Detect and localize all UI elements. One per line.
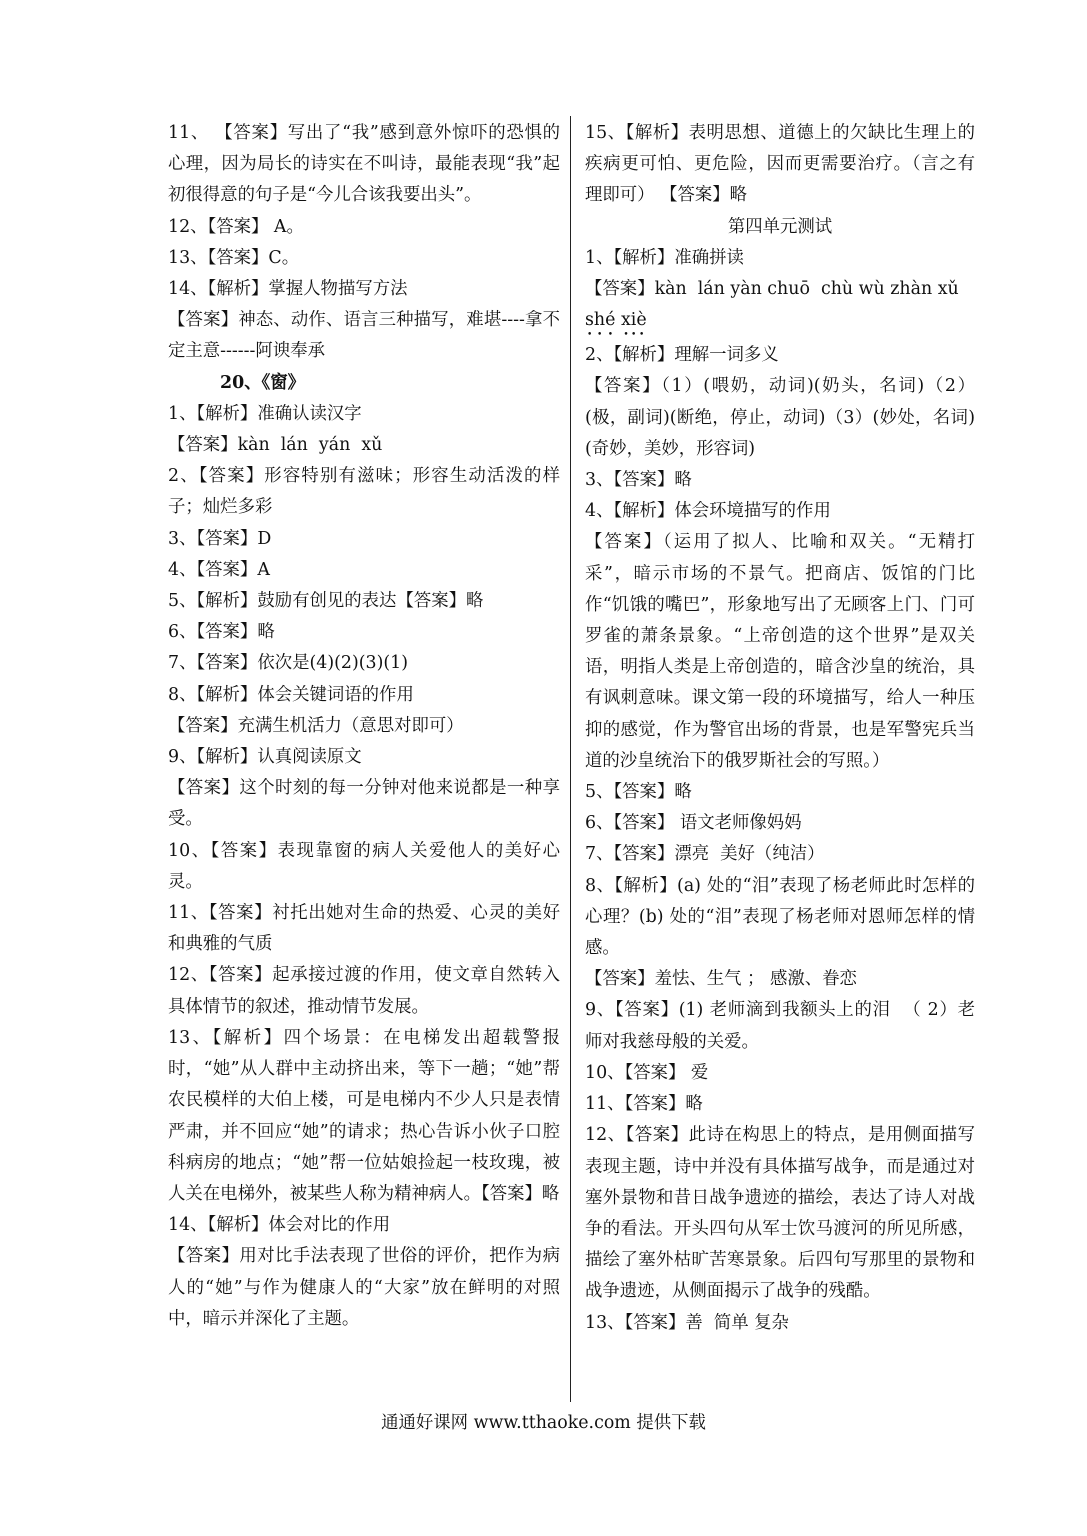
answer-line: 2、【答案】形容特别有滋味；形容生动活泼的样子；灿烂多彩 bbox=[168, 466, 560, 518]
answer-line: 6、【答案】 语文老师像妈妈 bbox=[585, 813, 802, 834]
answer-line: 【答案】神态、动作、语言三种描写，难堪----拿不定主意------阿谀奉承 bbox=[168, 310, 560, 362]
answer-line: 15、【解析】表明思想、道德上的欠缺比生理上的疾病更可怕、更危险，因而更需要治疗。（言之有理即可） 【答案】略 bbox=[585, 123, 975, 206]
answer-line: 13、【解析】四个场景：在电梯发出超载警报时，“她”从人群中主动挤出来，等下一趟；“她”帮农民模样的大伯上楼，可是电梯内不少人只是表情严肃，并不回应“她”的请求；热心告诉小伙子口腔科病房的地点；“她”帮一位姑娘捡起一枝玫瑰，被人关在电梯外，被某些人称为精神病人。【答案】略 bbox=[168, 1027, 560, 1204]
answer-line: 【答案】充满生机活力（意思对即可） bbox=[168, 715, 464, 736]
answer-line: 【答案】（运用了拟人、比喻和双关。“无精打采”，暗示市场的不景气。把商店、饭馆的门比作“饥饿的嘴巴”，形象地写出了无顾客上门、门可罗雀的萧条景象。“上帝创造的这个世界”是双关语，明指人类是上帝创造的，暗含沙皇的统治，具有讽刺意味。课文第一段的环境描写，给人一种压抑的感觉，作为警官出场的背景，也是军警宪兵当道的沙皇统治下的俄罗斯社会的写照。） bbox=[585, 532, 975, 771]
answer-line: 13、【答案】C。 bbox=[168, 247, 300, 268]
page-footer: 通通好课网 www.tthaoke.com 提供下载 bbox=[381, 1413, 706, 1433]
answer-line: 【答案】kàn lán yán xǔ bbox=[168, 435, 383, 456]
right-column bbox=[585, 118, 975, 1339]
answer-line: 13、【答案】善 简单 复杂 bbox=[585, 1312, 789, 1333]
answer-line: 12、【答案】此诗在构思上的特点，是用侧面描写表现主题，诗中并没有具体描写战争，而是通过对塞外景物和昔日战争遗迹的描绘，表达了诗人对战争的看法。开头四句从军士饮马渡河的所见所感，描绘了塞外枯旷苦寒景象。后四句写那里的景物和战争遗迹，从侧面揭示了战争的残酷。 bbox=[585, 1125, 975, 1302]
answer-line: 10、【答案】表现靠窗的病人关爱他人的美好心灵。 bbox=[168, 840, 560, 892]
answer-line: 12、【答案】起承接过渡的作用，使文章自然转入具体情节的叙述，推动情节发展。 bbox=[168, 965, 560, 1017]
answer-line: 1、【解析】准确拼读 bbox=[585, 247, 744, 268]
answer-line: 14、【解析】掌握人物描写方法 bbox=[168, 279, 408, 300]
answer-line: 3、【答案】D bbox=[168, 528, 272, 549]
pinyin-line bbox=[585, 305, 975, 340]
answer-line: 12、【答案】 A。 bbox=[168, 216, 304, 237]
answer-line: 11、 【答案】写出了“我”感到意外惊吓的恐惧的心理，因为局长的诗实在不叫诗，最能表现“我”起初很得意的句子是“今儿合该我要出头”。 bbox=[168, 123, 560, 206]
column-divider bbox=[570, 116, 571, 1402]
answer-line: 11、【答案】略 bbox=[585, 1094, 703, 1115]
answer-line: 11、【答案】衬托出她对生命的热爱、心灵的美好和典雅的气质 bbox=[168, 903, 560, 955]
answer-line: 7、【答案】依次是(4)(2)(3)(1) bbox=[168, 653, 409, 674]
answer-line: 5、【答案】略 bbox=[585, 782, 692, 803]
answer-line: 1、【解析】准确认读汉字 bbox=[168, 403, 362, 424]
answer-line: 10、【答案】 爱 bbox=[585, 1062, 709, 1083]
answer-line: 【答案】这个时刻的每一分钟对他来说都是一种享受。 bbox=[168, 778, 560, 830]
answer-line: 2、【解析】理解一词多义 bbox=[585, 345, 779, 366]
answer-line: 9、【答案】(1) 老师滴到我额头上的泪 （ 2）老师对我慈母般的关爱。 bbox=[585, 1000, 975, 1052]
answer-line: 5、【解析】鼓励有创见的表达【答案】略 bbox=[168, 591, 484, 612]
answer-line: 3、【答案】略 bbox=[585, 470, 692, 491]
answer-line: 【答案】（1）(喂奶，动词)(奶头，名词)（2）(极，副词)(断绝，停止，动词)（3）(妙处，名词)(奇妙，美妙，形容词) bbox=[585, 376, 975, 459]
section-heading: 第四单元测试 bbox=[727, 216, 833, 237]
answer-line: 8、【解析】(a) 处的“泪”表现了杨老师此时怎样的心理？(b) 处的“泪”表现了杨老师对恩师怎样的情感。 bbox=[585, 875, 975, 959]
answer-line: 8、【解析】体会关键词语的作用 bbox=[168, 684, 414, 705]
answer-line: 【答案】kàn lán yàn chuō chù wù zhàn xǔ bbox=[585, 279, 959, 300]
answer-line: 【答案】用对比手法表现了世俗的评价，把作为病人的“她”与作为健康人的“大家”放在鲜明的对照中，暗示并深化了主题。 bbox=[168, 1246, 560, 1329]
answer-line: 6、【答案】略 bbox=[168, 622, 275, 643]
emphasis-text: shé xiè bbox=[585, 310, 647, 331]
answer-line: 4、【答案】A bbox=[168, 559, 270, 580]
left-column bbox=[168, 118, 560, 1335]
section-heading: 20、《窗》 bbox=[220, 372, 306, 393]
answer-line: 7、【答案】漂亮 美好（纯洁） bbox=[585, 844, 825, 865]
answer-line: 14、【解析】体会对比的作用 bbox=[168, 1215, 391, 1236]
answer-line: 9、【解析】认真阅读原文 bbox=[168, 747, 362, 768]
answer-line: 4、【解析】体会环境描写的作用 bbox=[585, 501, 831, 522]
answer-line: 【答案】羞怯、生气 ； 感激、眷恋 bbox=[585, 969, 857, 990]
